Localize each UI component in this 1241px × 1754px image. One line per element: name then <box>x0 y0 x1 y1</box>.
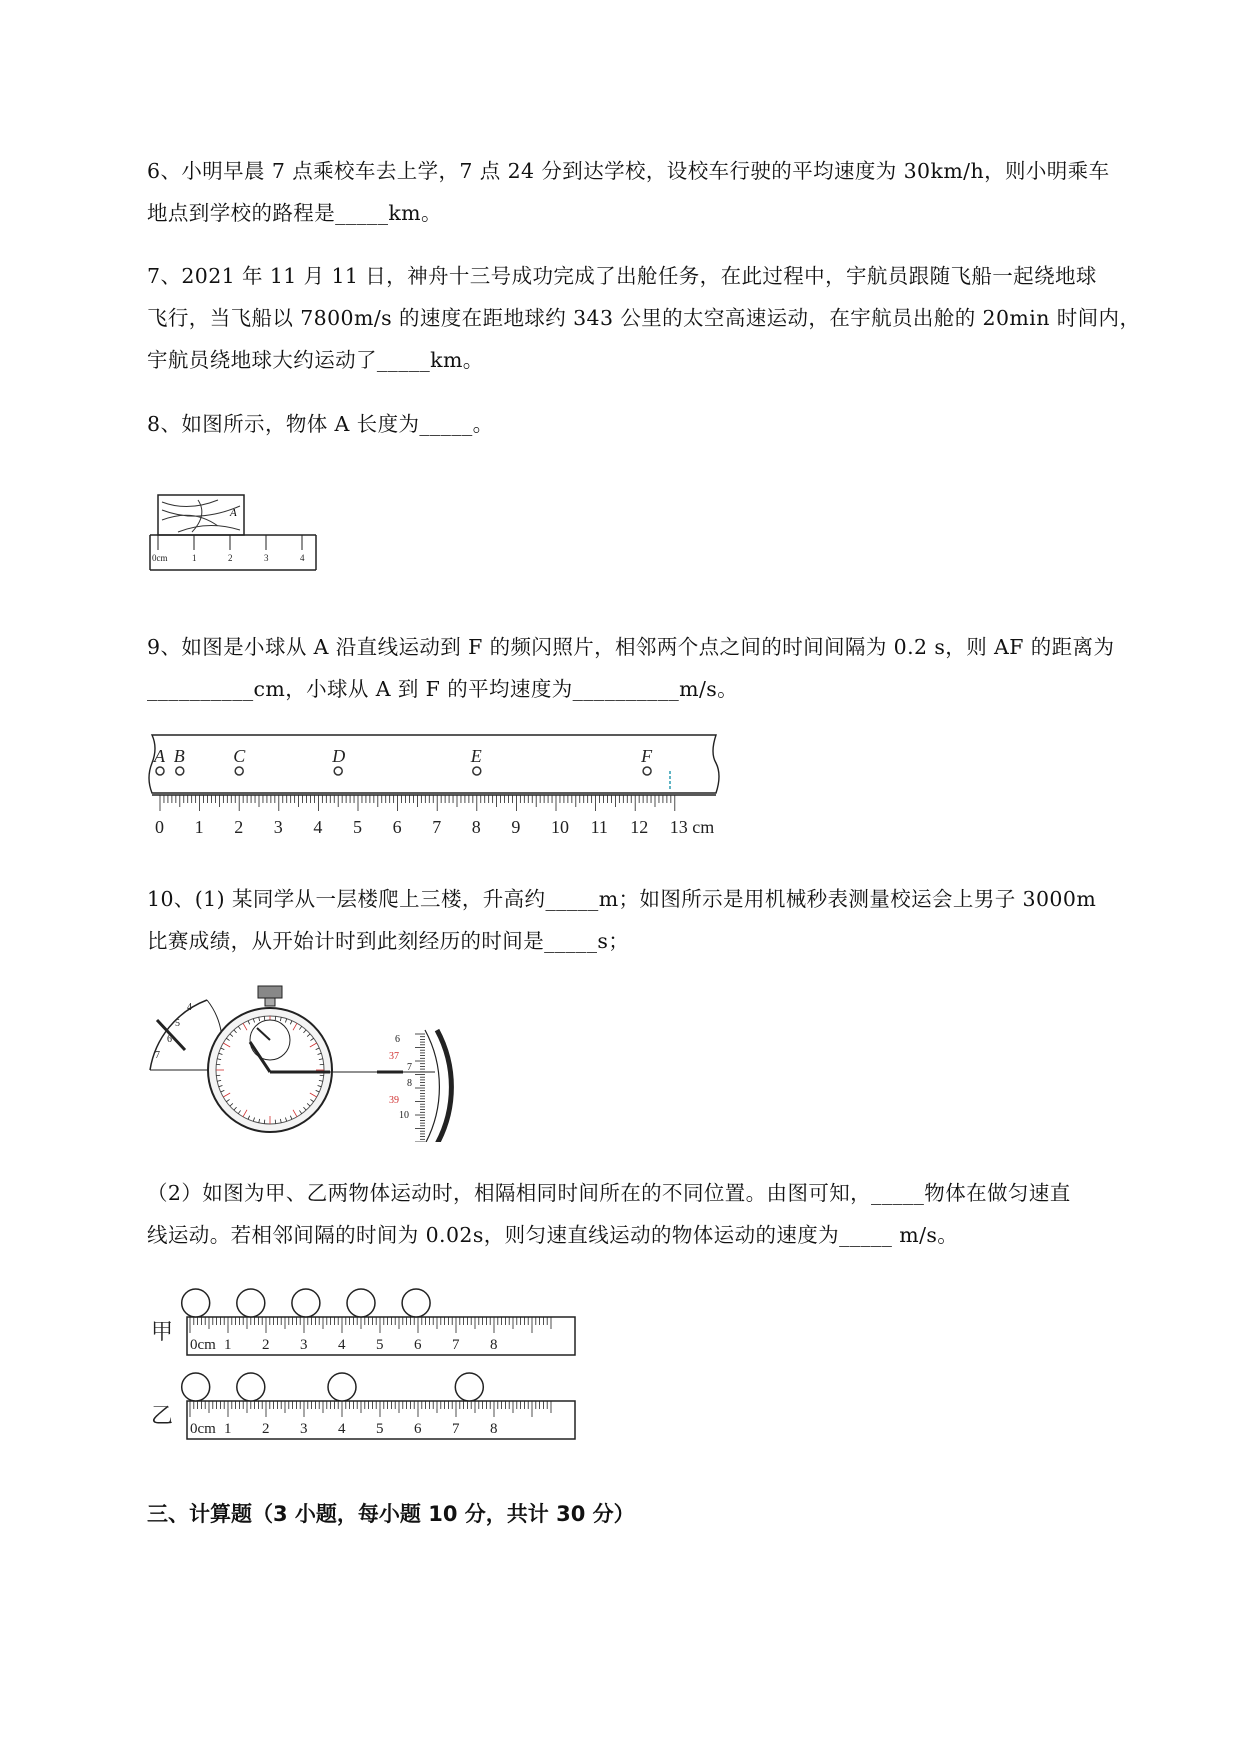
min-label-7: 7 <box>155 1050 160 1061</box>
ruler8-tick-0: 0cm <box>152 553 168 563</box>
moving-ball <box>292 1289 320 1317</box>
question-9-line-2: __________cm，小球从 A 到 F 的平均速度为__________m/s。 <box>147 677 739 701</box>
figure-ruler-object-a <box>148 490 318 585</box>
strobe-point <box>643 767 651 775</box>
ruler-tick-label: 2 <box>262 1421 270 1437</box>
ruler-tick-label: 0cm <box>190 1337 216 1353</box>
moving-ball <box>182 1373 210 1401</box>
figure-stopwatch <box>145 982 465 1142</box>
ruler9-tick-label: 4 <box>313 817 323 837</box>
ruler9-tick-label: 8 <box>471 817 481 837</box>
ruler9-tick-label: 0 <box>155 817 164 837</box>
question-8-line-1: 8、如图所示，物体 A 长度为_____。 <box>147 412 494 436</box>
ruler-tick-label: 6 <box>414 1421 422 1437</box>
ruler9-tick-label: 2 <box>234 817 244 837</box>
ruler8-tick-2: 2 <box>228 553 233 563</box>
question-8 <box>147 403 1157 445</box>
min-label-4: 4 <box>187 1002 192 1013</box>
strobe-point <box>235 767 243 775</box>
moving-ball <box>455 1373 483 1401</box>
ruler-tick-label: 8 <box>490 1337 498 1353</box>
ruler8-tick-3: 3 <box>264 553 269 563</box>
question-10b-line-2: 线运动。若相邻间隔的时间为 0.02s，则匀速直线运动的物体运动的速度为_____ m/s。 <box>147 1223 959 1247</box>
figure-jia-yi-rulers <box>145 1283 585 1458</box>
ruler-tick-label: 6 <box>414 1337 422 1353</box>
ruler-tick-label: 4 <box>338 1421 346 1437</box>
strobe-point <box>334 767 342 775</box>
moving-ball <box>347 1289 375 1317</box>
ruler9-tick-label: 6 <box>392 817 402 837</box>
question-6-line-2: 地点到学校的路程是_____km。 <box>147 201 442 225</box>
figure-strobe-ruler <box>140 733 750 848</box>
ruler9-tick-label: 7 <box>432 817 442 837</box>
strobe-point <box>473 767 481 775</box>
ruler-tick-label: 0cm <box>190 1421 216 1437</box>
ruler9-tick-label: 9 <box>511 817 521 837</box>
moving-ball <box>237 1289 265 1317</box>
ruler-tick-label: 7 <box>452 1337 460 1353</box>
ruler9-tick-label: 12 <box>630 817 649 837</box>
ruler-tick-label: 7 <box>452 1421 460 1437</box>
strobe-point-label: A <box>154 746 165 766</box>
question-10b-line-1: （2）如图为甲、乙两物体运动时，相隔相同时间所在的不同位置。由图可知，_____物体在做匀速直 <box>147 1181 1071 1205</box>
min-label-6: 6 <box>167 1034 172 1045</box>
question-10-part-1 <box>147 878 1157 962</box>
sec-label-6: 6 <box>395 1034 400 1045</box>
ruler-tick-label: 1 <box>224 1421 232 1437</box>
question-7-line-2: 飞行，当飞船以 7800m/s 的速度在距地球约 343 公里的太空高速运动，在宇航员出舱的 20min 时间内， <box>147 306 1141 330</box>
moving-ball <box>182 1289 210 1317</box>
sec-label-8: 8 <box>407 1078 412 1089</box>
ruler-tick-label: 8 <box>490 1421 498 1437</box>
strobe-point <box>176 767 184 775</box>
moving-ball <box>328 1373 356 1401</box>
strobe-point <box>156 767 164 775</box>
ruler-tick-label: 2 <box>262 1337 270 1353</box>
strobe-point-label: D <box>332 746 346 766</box>
question-7-line-3: 宇航员绕地球大约运动了_____km。 <box>147 348 484 372</box>
ruler-tick-label: 3 <box>300 1337 308 1353</box>
ruler-tick-label: 5 <box>376 1421 384 1437</box>
ruler8-tick-1: 1 <box>192 553 197 563</box>
question-10-line-1: 10、(1) 某同学从一层楼爬上三楼，升高约_____m；如图所示是用机械秒表测量校运会上男子 3000m <box>147 887 1097 911</box>
strobe-point-label: F <box>641 746 653 766</box>
question-6 <box>147 150 1157 234</box>
sec-label-39: 39 <box>389 1095 399 1106</box>
ruler-tick-label: 4 <box>338 1337 346 1353</box>
ruler-tick-label: 1 <box>224 1337 232 1353</box>
strobe-point-label: B <box>173 746 185 766</box>
ruler-tick-label: 3 <box>300 1421 308 1437</box>
ruler9-tick-label: 11 <box>590 817 608 837</box>
moving-ball <box>402 1289 430 1317</box>
ruler9-tick-label: 5 <box>353 817 362 837</box>
strobe-point-label: C <box>233 746 246 766</box>
object-a-label: A <box>230 507 237 519</box>
ruler9-tick-label: 13 cm <box>669 817 715 837</box>
row-label-yi: 乙 <box>151 1403 174 1428</box>
ruler8-tick-4: 4 <box>300 553 305 563</box>
strobe-point-label: E <box>470 746 482 766</box>
sec-label-7: 7 <box>407 1062 412 1073</box>
min-label-5: 5 <box>175 1018 180 1029</box>
section-heading-calculation: 三、计算题（3 小题，每小题 10 分，共计 30 分） <box>147 1502 635 1526</box>
sec-label-10: 10 <box>399 1110 409 1121</box>
question-9 <box>147 626 1157 710</box>
question-10-line-2: 比赛成绩，从开始计时到此刻经历的时间是_____s； <box>147 929 630 953</box>
question-10-part-2 <box>147 1172 1157 1256</box>
question-7-line-1: 7、2021 年 11 月 11 日，神舟十三号成功完成了出舱任务，在此过程中，宇航员跟随飞船一起绕地球 <box>147 264 1097 288</box>
ruler-tick-label: 5 <box>376 1337 384 1353</box>
ruler9-tick-label: 10 <box>551 817 569 837</box>
question-6-line-1: 6、小明早晨 7 点乘校车去上学，7 点 24 分到达学校，设校车行驶的平均速度为 30km/h，则小明乘车 <box>147 159 1110 183</box>
sec-label-37: 37 <box>389 1051 399 1062</box>
row-label-jia: 甲 <box>151 1319 174 1344</box>
question-9-line-1: 9、如图是小球从 A 沿直线运动到 F 的频闪照片，相邻两个点之间的时间间隔为 0.2 s，则 AF 的距离为 <box>147 635 1115 659</box>
ruler9-tick-label: 3 <box>273 817 283 837</box>
ruler9-tick-label: 1 <box>194 817 204 837</box>
moving-ball <box>237 1373 265 1401</box>
question-7 <box>147 255 1157 381</box>
